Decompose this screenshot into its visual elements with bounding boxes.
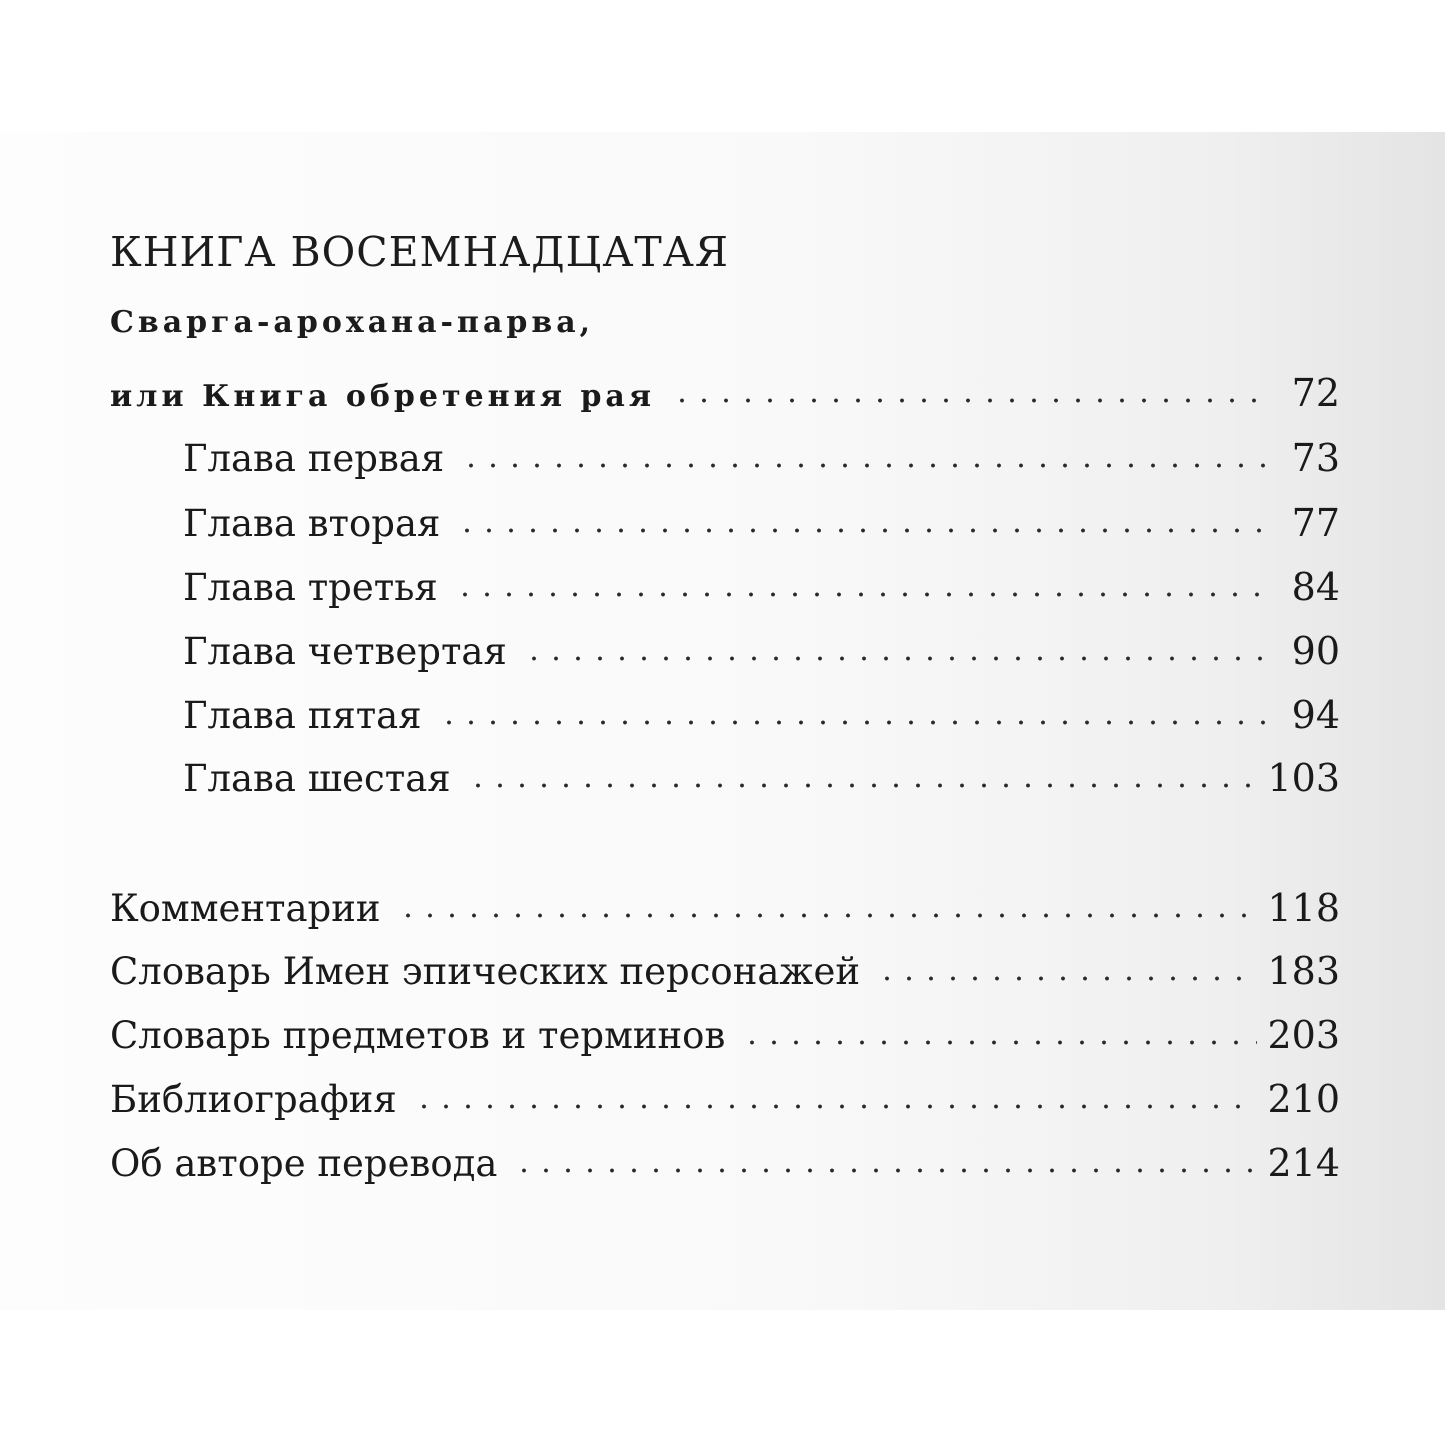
book-title: КНИГА ВОСЕМНАДЦАТАЯ	[110, 228, 729, 276]
toc-entry-chapter-6[interactable]	[183, 749, 1340, 800]
part-title-line-2: или Книга обретения рая	[110, 379, 656, 414]
page-number: 73	[1291, 436, 1340, 480]
page-number: 203	[1267, 1013, 1340, 1057]
page-number: 72	[1291, 371, 1340, 415]
dot-leader	[523, 656, 1270, 661]
toc-entry-part[interactable]	[110, 364, 1340, 415]
toc-entry-names-dictionary[interactable]	[110, 942, 1340, 993]
entry-label: Глава третья	[183, 566, 438, 609]
dot-leader	[513, 1168, 1257, 1173]
entry-label: Глава пятая	[183, 694, 422, 737]
page-number: 118	[1267, 886, 1340, 930]
toc-entry-commentary[interactable]	[110, 879, 1340, 930]
dot-leader	[397, 913, 1258, 918]
entry-label: Глава вторая	[183, 502, 441, 545]
book-page	[0, 132, 1445, 1310]
page-number: 183	[1267, 949, 1340, 993]
dot-leader	[460, 463, 1270, 468]
entry-label: Библиография	[110, 1078, 397, 1121]
dot-leader	[741, 1040, 1257, 1045]
dot-leader	[456, 528, 1270, 533]
page-number: 77	[1291, 501, 1340, 545]
entry-label: Об авторе перевода	[110, 1142, 498, 1185]
dot-leader	[671, 398, 1270, 403]
page-number: 214	[1267, 1141, 1340, 1185]
page-number: 90	[1291, 629, 1340, 673]
page-number: 103	[1267, 756, 1340, 800]
table-of-contents	[0, 132, 1445, 1310]
dot-leader	[454, 592, 1270, 597]
entry-label: Глава шестая	[183, 757, 451, 800]
toc-entry-chapter-3[interactable]	[183, 558, 1340, 609]
entry-label: Глава первая	[183, 437, 445, 480]
dot-leader	[413, 1104, 1258, 1109]
page-number: 94	[1291, 693, 1340, 737]
page-number: 210	[1267, 1077, 1340, 1121]
dot-leader	[438, 720, 1270, 725]
entry-label: Словарь предметов и терминов	[110, 1014, 726, 1057]
part-title-line-1: Сварга-арохана-парва,	[110, 305, 595, 340]
dot-leader	[876, 976, 1257, 981]
toc-entry-chapter-4[interactable]	[183, 622, 1340, 673]
entry-label: Глава четвертая	[183, 630, 507, 673]
toc-entry-chapter-1[interactable]	[183, 429, 1340, 480]
page-number: 84	[1291, 565, 1340, 609]
toc-entry-bibliography[interactable]	[110, 1070, 1340, 1121]
entry-label: Словарь Имен эпических персонажей	[110, 950, 861, 993]
dot-leader	[467, 783, 1258, 788]
toc-entry-chapter-2[interactable]	[183, 494, 1340, 545]
toc-entry-about-translator[interactable]	[110, 1134, 1340, 1185]
toc-entry-terms-dictionary[interactable]	[110, 1006, 1340, 1057]
toc-entry-chapter-5[interactable]	[183, 686, 1340, 737]
entry-label: Комментарии	[110, 887, 381, 930]
